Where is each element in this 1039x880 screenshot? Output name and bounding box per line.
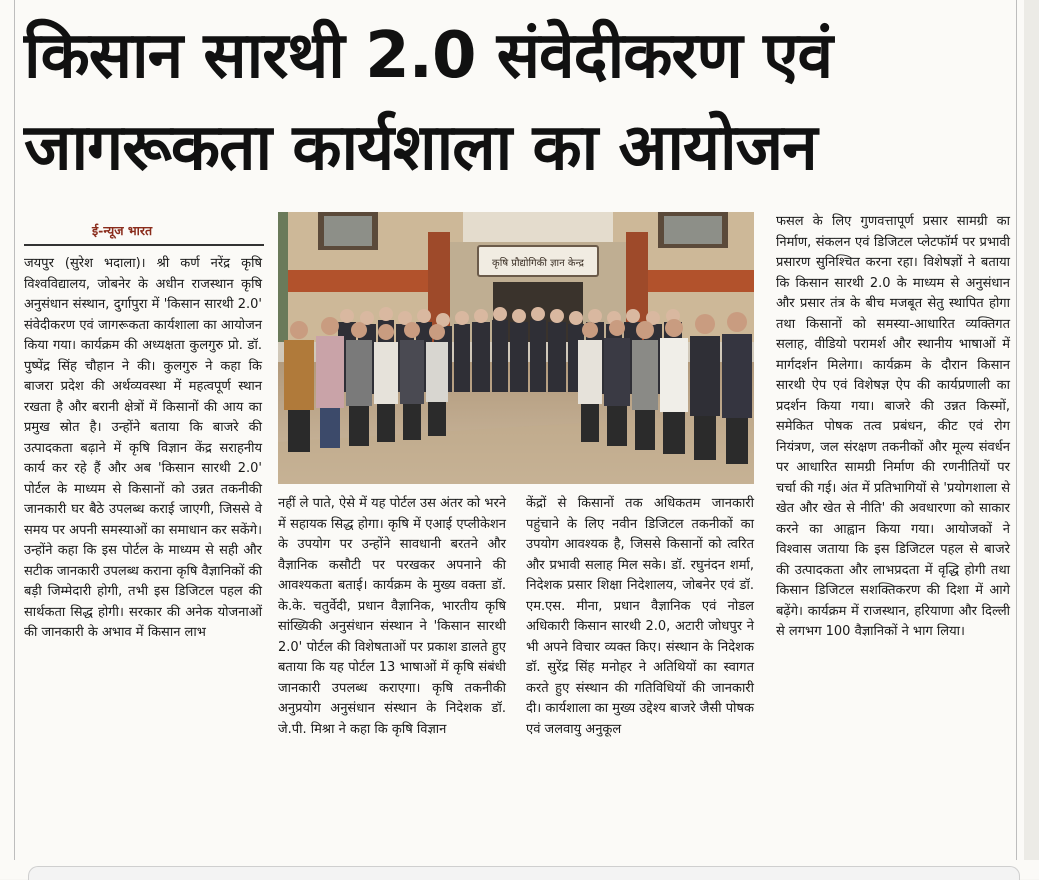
- column-4-text: फसल के लिए गुणवत्तापूर्ण प्रसार सामग्री का निर्माण, संकलन एवं डिजिटल प्लेटफॉर्म पर प्रभावी प्रसारण सुनिश्चित करना रहा। विशेषज्ञों ने बताया कि किसान सारथी 2.0 के माध्यम से अनुसंधान और प्रसार तंत्र के बीच मजबूत सेतु स्थापित होगा तथा किसानों को समस्या-आधारित व्यक्तिगत सलाह, वीडियो परामर्श और स्थानीय भाषाओं में मार्गदर्शन मिलेगा। कार्यक्रम के दौरान किसान सारथी ऐप एवं विशेषज्ञ ऐप की कार्यप्रणाली का प्रदर्शन किया गया। बाजरे की उन्नत किस्मों, समेकित पोषक तत्व प्रबंधन, कीट एवं रोग नियंत्रण, जल संरक्षण तकनीकों और मूल्य संवर्धन पर आधारित सामग्री निर्माण की रणनीतियों पर चर्चा की गई। अंत में प्रतिभागियों से 'प्रयोगशाला से खेत और खेत से नीति' की अवधारणा को साकार करने का आह्वान किया गया। आयोजकों ने विश्वास जताया कि इस डिजिटल पहल से बाजरे की उत्पादकता और लाभप्रदता में वृद्धि होगी तथा किसान डिजिटल सशक्तिकरण की दिशा में आगे बढ़ेंगे। कार्यक्रम में राजस्थान, हरियाणा और दिल्ली से लगभग 100 वैज्ञानिकों ने भाग लिया।: [776, 214, 1010, 639]
- page-border-left: [14, 0, 15, 860]
- page-border-right: [1016, 0, 1017, 860]
- article-column-4: [776, 212, 1010, 643]
- article-column-2: [278, 494, 506, 740]
- byline-divider: [24, 244, 264, 246]
- building-sign: कृषि प्रौद्योगिकी ज्ञान केन्द्र: [492, 258, 584, 269]
- article-column-1: [24, 254, 262, 644]
- headline: किसान सारथी 2.0 संवेदीकरण एवं जागरूकता कार्यशाला का आयोजन: [24, 19, 833, 185]
- column-3-text: केंद्रों से किसानों तक अधिकतम जानकारी पहुंचाने के लिए नवीन डिजिटल तकनीकों का उपयोग आवश्यक है, जिससे किसानों को त्वरित और प्रभावी सलाह मिल सके। डॉ. रघुनंदन शर्मा, निदेशक प्रसार शिक्षा निदेशालय, जोबनेर एवं डॉ. एम.एस. मीना, प्रधान वैज्ञानिक एवं नोडल अधिकारी किसान सारथी 2.0, अटारी जोधपुर ने भी अपने विचार व्यक्त किए। संस्थान के निदेशक डॉ. सुरेंद्र सिंह मनोहर ने अतिथियों का स्वागत करते हुए संस्थान की गतिविधियों की जानकारी दी। कार्यशाला का मुख्य उद्देश्य बाजरे जैसी पोषक एवं जलवायु अनुकूल: [526, 496, 754, 737]
- column-2-text: नहीं ले पाते, ऐसे में यह पोर्टल उस अंतर को भरने में सहायक सिद्ध होगा। कृषि में एआई एप्लीकेशन के उपयोग पर उन्होंने सावधानी बरतने और वैज्ञानिक कसौटी पर परखकर अपनाने की आवश्यकता बताई। कार्यक्रम के मुख्य वक्ता डॉ. के.के. चतुर्वेदी, प्रधान वैज्ञानिक, भारतीय कृषि सांख्यिकी अनुसंधान संस्थान ने 'किसान सारथी 2.0' पोर्टल की विशेषताओं पर प्रकाश डालते हुए बताया कि यह पोर्टल 13 भाषाओं में कृषि संबंधी जानकारी उपलब्ध कराएगा। कृषि तकनीकी अनुप्रयोग अनुसंधान संस्थान के निदेशक डॉ. जे.पी. मिश्रा ने कहा कि कृषि विज्ञान: [278, 496, 506, 737]
- column-1-text: जयपुर (सुरेश भदाला)। श्री कर्ण नरेंद्र कृषि विश्वविद्यालय, जोबनेर के अधीन राजस्थान कृषि अनुसंधान संस्थान, दुर्गापुरा में 'किसान सारथी 2.0' संवेदीकरण एवं जागरूकता कार्यशाला का आयोजन किया गया। कार्यक्रम की अध्यक्षता कुलगुरु प्रो. डॉ. पुष्पेंद्र सिंह चौहान ने की। कुलगुरु ने कहा कि बाजरा प्रदेश की अर्थव्यवस्था में महत्वपूर्ण स्थान रखता है और बरानी क्षेत्रों में किसानों की आय का प्रमुख स्रोत है। उन्होंने बताया कि बाजरे की उत्पादकता बढ़ाने में कृषि विज्ञान केंद्र सराहनीय कार्य कर रहे हैं और अब 'किसान सारथी 2.0' पोर्टल के माध्यम से किसानों को उन्नत तकनीकी जानकारी घर बैठे उपलब्ध कराई जाएगी, जिससे वे समय पर अपनी समस्याओं का समाधान कर सकेंगे। उन्होंने कहा कि इस पोर्टल के माध्यम से सही और सटीक जानकारी उपलब्ध कराना कृषि वैज्ञानिकों की बड़ी जिम्मेदारी होगी, तभी इस डिजिटल पहल की सार्थकता सिद्ध होगी। सरकार की अनेक योजनाओं की जानकारी के अभाव में किसान लाभ: [24, 256, 262, 640]
- group-photo: [278, 212, 754, 484]
- byline: ई-न्यूज भारत: [92, 223, 153, 238]
- group-photo-illustration: [278, 212, 754, 484]
- article-column-3: [526, 494, 754, 740]
- page-edge-strip: [1024, 0, 1039, 860]
- bottom-scroll-bar: [28, 866, 1020, 880]
